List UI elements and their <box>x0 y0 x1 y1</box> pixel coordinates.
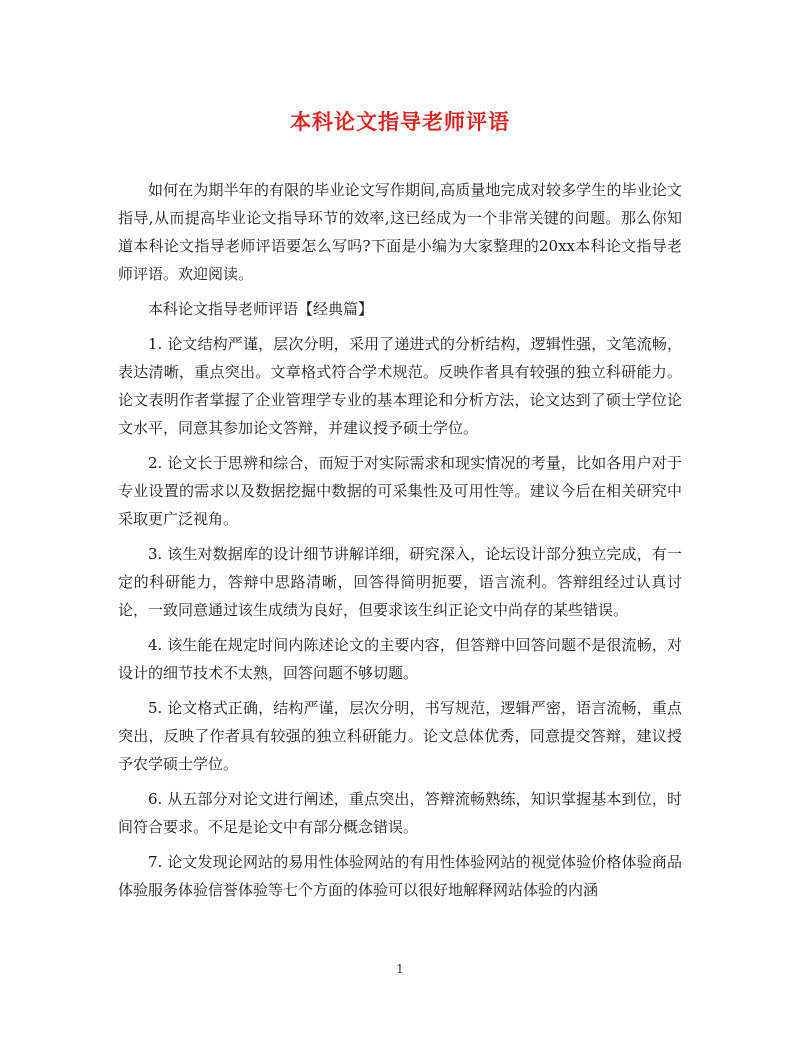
comment-item-4: 4. 该生能在规定时间内陈述论文的主要内容，但答辩中回答问题不是很流畅，对设计的细节技术不太熟，回答问题不够切题。 <box>118 636 682 682</box>
comment-item-7: 7. 论文发现论网站的易用性体验网站的有用性体验网站的视觉体验价格体验商品体验服务体验信誉体验等七个方面的体验可以很好地解释网站体验的内涵 <box>118 853 682 899</box>
intro-paragraph: 如何在为期半年的有限的毕业论文写作期间,高质量地完成对较多学生的毕业论文指导,从而提高毕业论文指导环节的效率,这已经成为一个非常关键的问题。那么你知道本科论文指导老师评语要怎么写吗?下面是小编为大家整理的20xx本科论文指导老师评语。欢迎阅读。 <box>118 181 682 283</box>
page-number: 1 <box>396 962 404 976</box>
document-body <box>118 176 682 911</box>
section-heading: 本科论文指导老师评语【经典篇】 <box>148 300 374 318</box>
comment-item-1: 1. 论文结构严谨，层次分明，采用了递进式的分析结构，逻辑性强，文笔流畅，表达清晰，重点突出。文章格式符合学术规范。反映作者具有较强的独立科研能力。论文表明作者掌握了企业管理学专业的基本理论和分析方法，论文达到了硕士学位论文水平，同意其参加论文答辩，并建议授予硕士学位。 <box>118 335 682 437</box>
comment-item-2: 2. 论文长于思辨和综合，而短于对实际需求和现实情况的考量，比如各用户对于专业设置的需求以及数据挖掘中数据的可采集性及可用性等。建议今后在相关研究中采取更广泛视角。 <box>118 454 682 528</box>
document-title: 本科论文指导老师评语 <box>290 109 510 134</box>
comment-item-6: 6. 从五部分对论文进行阐述，重点突出，答辩流畅熟练，知识掌握基本到位，时间符合要求。不足是论文中有部分概念错误。 <box>118 790 682 836</box>
comment-item-3: 3. 该生对数据库的设计细节讲解详细，研究深入，论坛设计部分独立完成，有一定的科研能力，答辩中思路清晰，回答得简明扼要，语言流利。答辩组经过认真讨论，一致同意通过该生成绩为良好，但要求该生纠正论文中尚存的某些错误。 <box>118 545 682 619</box>
comment-item-5: 5. 论文格式正确，结构严谨，层次分明，书写规范，逻辑严密，语言流畅，重点突出，反映了作者具有较强的独立科研能力。论文总体优秀，同意提交答辩，建议授予农学硕士学位。 <box>118 699 682 773</box>
